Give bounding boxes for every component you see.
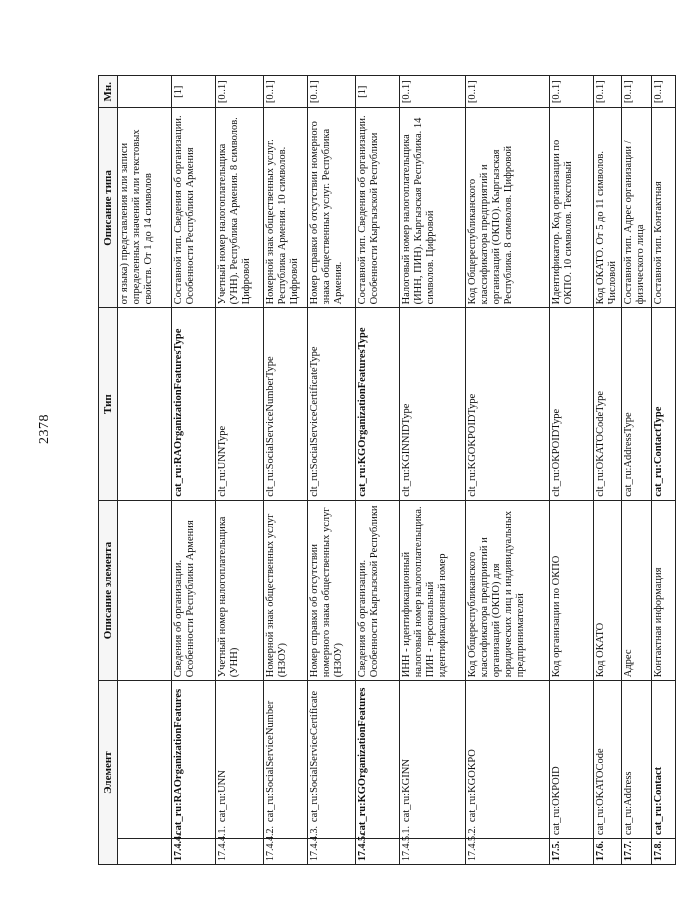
table-row: [356, 76, 400, 865]
type-name: cat_ru:KGOrganizationFeaturesType: [356, 308, 400, 500]
row-number: 17.4.4.2.: [264, 839, 308, 865]
element-name: cat_ru:RAOrganizationFeatures: [172, 681, 216, 839]
row-number: 17.8.: [652, 839, 676, 865]
type-description: Составной тип. Контактная: [652, 108, 676, 308]
multiplicity: [0..1]: [216, 76, 264, 108]
table-row: [594, 76, 622, 865]
type-name: clt_ru:SocialServiceNumberType: [264, 308, 308, 500]
element-name: cat_ru:Contact: [652, 681, 676, 839]
type-description: Идентификатор. Код организации по ОКПО. 10 символов. Текстовый: [550, 108, 594, 308]
table-row: [652, 76, 676, 865]
element-description: ИНН - идентификационный налоговый номер налогоплательщика. ПИН - персональный идентификационный номер: [400, 500, 466, 680]
document-sheet: [98, 75, 664, 865]
element-description: Код ОКАТО: [594, 500, 622, 680]
element-description: Номерной знак общественных услуг (НЗОУ): [264, 500, 308, 680]
element-name: cat_ru:SocialServiceNumber: [264, 681, 308, 839]
element-description: Номер справки об отсутствии номерного знака общественных услуг (НЗОУ): [308, 500, 356, 680]
multiplicity: [0..1]: [308, 76, 356, 108]
type-name: cat_ru:AddressType: [622, 308, 652, 500]
table-row: [216, 76, 264, 865]
multiplicity: [0..1]: [400, 76, 466, 108]
type-name: cat_ru:ContactType: [652, 308, 676, 500]
header-element: Элемент: [99, 681, 118, 865]
table-row: [118, 76, 172, 865]
multiplicity: [0..1]: [466, 76, 550, 108]
multiplicity: [0..1]: [550, 76, 594, 108]
type-name: cat_ru:RAOrganizationFeaturesType: [172, 308, 216, 500]
element-name: [118, 681, 172, 839]
element-description: Сведения об организации. Особенности Кыргызской Республики: [356, 500, 400, 680]
type-name: clt_ru:KGINNIDType: [400, 308, 466, 500]
multiplicity: [1]: [356, 76, 400, 108]
row-number: 17.4.5.1.: [400, 839, 466, 865]
header-element-description: Описание элемента: [99, 500, 118, 680]
type-name: clt_ru:KGOKPOIDType: [466, 308, 550, 500]
element-name: cat_ru:OKPOID: [550, 681, 594, 839]
type-description: от языка) представления или записи определенных значений или текстовых свойств. От 1 до 14 символов: [118, 108, 172, 308]
header-type: Тип: [99, 308, 118, 500]
row-number: 17.4.5.2.: [466, 839, 550, 865]
row-number: 17.7.: [622, 839, 652, 865]
row-number: 17.4.4.3.: [308, 839, 356, 865]
row-number: [118, 839, 172, 865]
element-description: Сведения об организации. Особенности Республики Армения: [172, 500, 216, 680]
element-name: cat_ru:KGINN: [400, 681, 466, 839]
type-description: Код ОКАТО. От 5 до 11 символов. Числовой: [594, 108, 622, 308]
row-number: 17.4.4.1.: [216, 839, 264, 865]
element-name: cat_ru:KGOKPO: [466, 681, 550, 839]
schema-table: [98, 75, 676, 865]
element-description: Код организации по ОКПО: [550, 500, 594, 680]
table-row: [400, 76, 466, 865]
table-body: [118, 76, 676, 865]
table-row: [622, 76, 652, 865]
type-name: [118, 308, 172, 500]
header-type-description: Описание типа: [99, 108, 118, 308]
header-multiplicity: Мн.: [99, 76, 118, 108]
element-name: cat_ru:OKATOCode: [594, 681, 622, 839]
multiplicity: [0..1]: [594, 76, 622, 108]
type-description: Составной тип. Сведения об организации. Особенности Кыргызской Республики: [356, 108, 400, 308]
type-description: Номерной знак общественных услуг. Республика Армения. 10 символов. Цифровой: [264, 108, 308, 308]
type-name: clt_ru:OKPOIDType: [550, 308, 594, 500]
table-row: [172, 76, 216, 865]
element-description: Учетный номер налогоплательщика (УНН): [216, 500, 264, 680]
element-description: Адрес: [622, 500, 652, 680]
type-description: Номер справки об отсутствии номерного знака общественных услуг. Республика Армения.: [308, 108, 356, 308]
type-name: clt_ru:OKATOCodeType: [594, 308, 622, 500]
multiplicity: [0..1]: [652, 76, 676, 108]
element-name: cat_ru:KGOrganizationFeatures: [356, 681, 400, 839]
element-description: Код Общереспубликанского классификатора предприятий и организаций (ОКПО) для юридических лиц и индивидуальных предпринимателей: [466, 500, 550, 680]
type-description: Составной тип. Адрес организации / физического лица: [622, 108, 652, 308]
table-row: [466, 76, 550, 865]
element-name: cat_ru:Address: [622, 681, 652, 839]
table-row: [550, 76, 594, 865]
type-description: Код Общереспубликанского классификатора предприятий и организаций (ОКПО). Кыргызская Республика. 8 символов. Цифровой: [466, 108, 550, 308]
element-name: cat_ru:SocialServiceCertificate: [308, 681, 356, 839]
table-row: [264, 76, 308, 865]
page-number: 2378: [37, 414, 52, 444]
row-number: 17.6.: [594, 839, 622, 865]
element-description: [118, 500, 172, 680]
row-number: 17.4.5.: [356, 839, 400, 865]
multiplicity: [118, 76, 172, 108]
multiplicity: [0..1]: [264, 76, 308, 108]
element-description: Контактная информация: [652, 500, 676, 680]
type-description: Налоговый номер налогоплательщика (ИНН, ПИН). Кыргызская Республика. 14 символов. Цифровой: [400, 108, 466, 308]
row-number: 17.5.: [550, 839, 594, 865]
row-number: 17.4.4.: [172, 839, 216, 865]
type-description: Учетный номер налогоплательщика (УНН). Республика Армения. 8 символов. Цифровой: [216, 108, 264, 308]
table-row: [308, 76, 356, 865]
table-header-row: [99, 76, 118, 865]
multiplicity: [0..1]: [622, 76, 652, 108]
element-name: cat_ru:UNN: [216, 681, 264, 839]
multiplicity: [1]: [172, 76, 216, 108]
type-name: clt_ru:UNNType: [216, 308, 264, 500]
type-name: clt_ru:SocialServiceCertificateType: [308, 308, 356, 500]
type-description: Составной тип. Сведения об организации. Особенности Республики Армения: [172, 108, 216, 308]
